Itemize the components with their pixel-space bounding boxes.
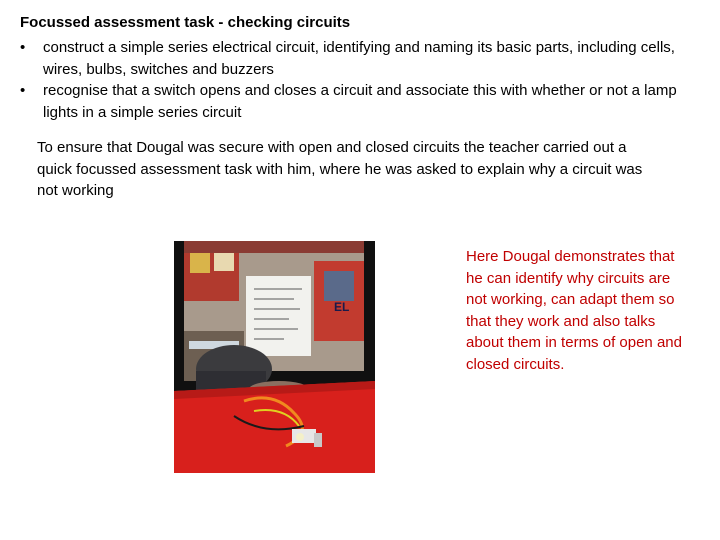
objective-text: construct a simple series electrical circuit, identifying and naming its basic parts, including cells, wires, bulbs, switches and buzzers: [43, 39, 675, 78]
classroom-photo: [174, 241, 375, 473]
photo-illustration: [174, 241, 375, 473]
board-letters: EL: [334, 300, 350, 314]
list-item: [20, 80, 700, 123]
bullet-icon: •: [20, 82, 26, 99]
intro-paragraph: To ensure that Dougal was secure with open and closed circuits the teacher carried out a quick focussed assessment task with him, where he was asked to explain why a circuit was not working: [37, 139, 643, 199]
list-item: [20, 37, 700, 80]
page-title: Focussed assessment task - checking circuits: [20, 14, 351, 31]
objective-list: [20, 37, 700, 123]
objective-text: recognise that a switch opens and closes a circuit and associate this with whether or not a lamp lights in a simple series circuit: [43, 82, 677, 121]
caption-text: Here Dougal demonstrates that he can identify why circuits are not working, can adapt them so that they work and also talks about them in terms of open and closed circuits.: [466, 248, 682, 373]
bullet-icon: •: [20, 39, 26, 56]
